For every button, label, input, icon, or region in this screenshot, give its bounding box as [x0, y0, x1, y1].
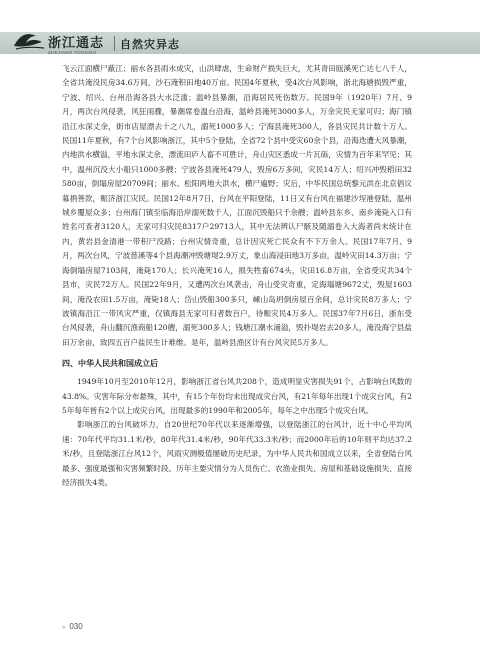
page-header [0, 0, 480, 62]
logo-title: 浙江通志 [48, 36, 105, 51]
wave-logo-icon [12, 26, 46, 52]
logo [12, 20, 130, 60]
body-paragraph-1: 飞云江面横尸蔽江；丽水各县雨水成灾，山洪肆虐，生命财产损失巨大，尤其青田瓯溪死亡达七八千人，全省共淹没民房34.6万间，沙石淹积田地40万亩。民国4年夏秋，受4次台风影响，浙北海塘损毁严重，宁波、绍兴、台州沿海各县大水泛滥；温岭县暴潮，沿海居民死伤数万。民国9年（1920年）7月、9月，两次台风侵袭，风狂雨骤，暴潮席卷温台沿海，温岭县淹死3000多人，万余灾民无家可归；海门镇沿江水深丈余，街市店屋漂去十之八九，溺死1000多人；宁海县淹死300人，各县灾民共计数十万人。民国11年夏秋，有7个台风影响浙江，其中5个登陆，全省72个县中受灾60余个县，沿海迭遭大风暴潮，内地洪水横溢，平地水深丈余，漂流田庐人畜不可胜计，舟山灾区悉成一片瓦砾，灾情为百年来罕见；其中，温州沉没大小船只1000多艘；宁波各县淹死479人，毁房6万多间，灾民14万人；绍兴冲毁稻田32580亩，倒塌房屋20709间；丽水、松阳两地大洪水，横尸遍野；灾后，中华民国总统黎元洪在北京倡议募捐善款，赈济浙江灾民。民国12年8月7日，台风在平阳登陆，11日又有台风在福建沙埕港登陆，温州城乡覆屋众多；台州海门镇至临海沿岸溺死数千人，江面沉毁船只千余艘；温岭县东乡、南乡淹毙入口有姓名可查者3120人，无家可归灾民8317户29713人，其中无法辨认尸骸及随溺卷入大海者尚未统计在内，黄岩县金清港一带积尸没路；台州灾情奇重，总计因灾死亡民众有不下万余人。民国17年7月、9月，两次台风，宁波慈溪等4个县海潮冲毁塘堤2.9万丈，象山海浸田地3万多亩，温岭灾田14.3万亩；宁海倒塌房屋7103间，淹毙170人；长兴淹死16人，损失牲畜674头，灾田16.8万亩，全省受灾共34个县市，灾民72万人。民国22年9月，又遭两次台风袭击，舟山受灾奇重，定海塌塘9672丈，毁屋1603间，淹没农田1.5万亩，淹毙18人；岱山毁船300多只，嵊山岛坍倒房屋百余间，总计灾民8万多人；宁波镇海沿江一带风灾严重，仅镇海县无家可归者数百户，待赈灾民4万多人。民国37年7月6日，浙东受台风侵袭，舟山翻沉渔商船120艘，溺死300多人；钱塘江潮水涌溢，毁扑堤岩去20多人，淹没海宁县盐田万余亩，致四五百户盐民生计难维。是年，温岭县渔区计有台风灾民5万多人。 [62, 64, 412, 347]
volume-title: 自然灾异志 [120, 38, 180, 51]
body-paragraph-2: 1949年10月至2010年12月，影响浙江省台风共208个，造成明显灾害损失91个，占影响台风数的43.8%。灾害年际分布悬殊，其中，有15个年份均未出现成灾台风，有21年每年出现1个成灾台风，有25年每年皆有2个以上成灾台风，出现最多的1990年和2005年，每年之中出现5个成灾台风。 [62, 377, 412, 415]
page-number: 030 [69, 622, 83, 631]
page-content [62, 62, 412, 490]
section-heading: 四、中华人民共和国成立后 [62, 359, 158, 369]
page-footer [62, 622, 83, 631]
header-divider [114, 36, 115, 51]
double-chevron-icon: » [62, 625, 66, 631]
body-paragraph-3: 影响浙江的台风破坏力，自20世纪70年代以来逐渐增强，以登陆浙江的台风计，近十中心平均风速：70年代平均31.1米/秒，80年代31.4米/秒，90年代33.3米/秒；而2000年后的10年则平均达37.2米/秒，且登陆浙江台风12个，风雨灾测极值屡破历史纪录，为中华人民共和国成立以来，全省登陆台风最多、强度最强和灾害频繁时段。历年主要灾情分为人员伤亡、农渔业损失、房屋和基础设施损失、直接经济损失4类。 [62, 420, 412, 487]
logo-subtitle: ZHEJIANG TONGZHI [48, 50, 97, 55]
